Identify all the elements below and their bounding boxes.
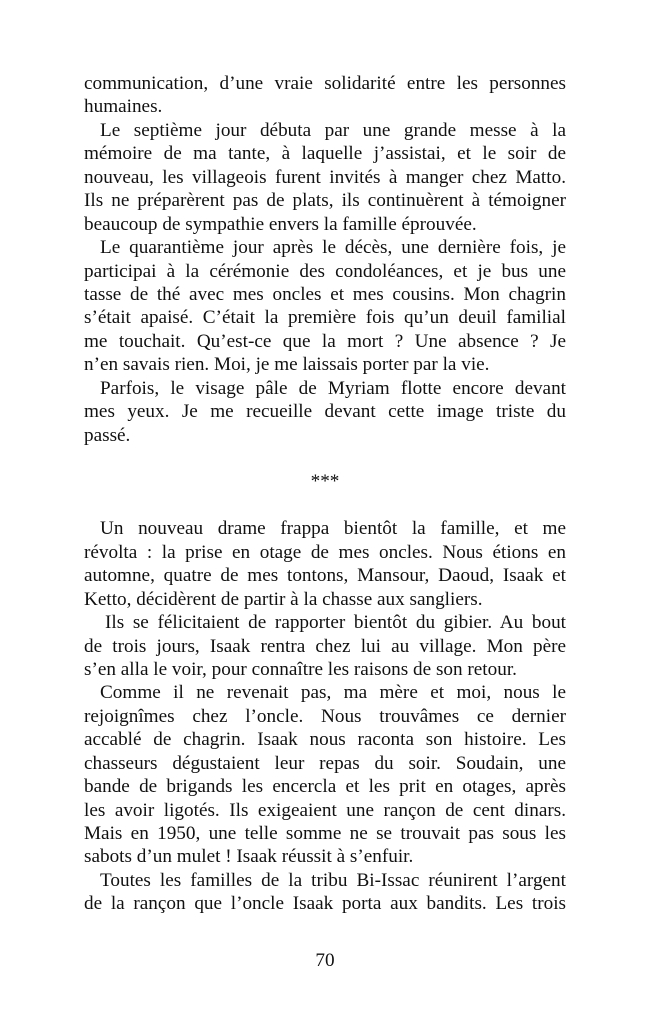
paragraph bbox=[84, 377, 566, 447]
text-line: Le quarantième jour après le décès, une dernière fois, je bbox=[100, 237, 566, 259]
text-line: mémoire de ma tante, à laquelle j’assistai, et le soir de bbox=[84, 143, 566, 165]
text-line: les avoir ligotés. Ils exigeaient une rançon de cent dinars. bbox=[84, 799, 566, 821]
text-line: Ketto, décidèrent de partir à la chasse aux sangliers. bbox=[84, 588, 483, 610]
text-line: de la rançon que l’oncle Isaak porta aux bandits. Les trois bbox=[84, 893, 566, 915]
text-line: communication, d’une vraie solidarité entre les personnes bbox=[84, 73, 566, 94]
text-line: Le septième jour débuta par une grande messe à la bbox=[100, 119, 566, 141]
section-separator: *** bbox=[310, 471, 340, 493]
text-line: beaucoup de sympathie envers la famille éprouvée. bbox=[84, 213, 477, 235]
text-line: n’en savais rien. Moi, je me laissais porter par la vie. bbox=[84, 354, 490, 376]
text-line: automne, quatre de mes tontons, Mansour, Daoud, Isaak et bbox=[84, 565, 566, 587]
text-line: s’était apaisé. C’était la première fois qu’un deuil familial bbox=[84, 307, 566, 329]
paragraph bbox=[84, 236, 566, 377]
text-line: Comme il ne revenait pas, ma mère et moi, nous le bbox=[100, 682, 566, 704]
text-line: Un nouveau drame frappa bientôt la famille, et me bbox=[100, 518, 566, 540]
text-line: de trois jours, Isaak rentra chez lui au village. Mon père bbox=[84, 635, 566, 657]
text-line: rejoignîmes chez l’oncle. Nous trouvâmes ce dernier bbox=[84, 705, 566, 727]
paragraph bbox=[84, 517, 566, 611]
text-line: me touchait. Qu’est-ce que la mort ? Une absence ? Je bbox=[84, 330, 566, 352]
text-line: Ils se félicitaient de rapporter bientôt du gibier. Au bout bbox=[105, 612, 566, 634]
paragraph bbox=[84, 72, 566, 119]
text-line: Parfois, le visage pâle de Myriam flotte encore devant bbox=[100, 377, 566, 399]
paragraph bbox=[84, 681, 566, 869]
text-line: Mais en 1950, une telle somme ne se trouvait pas sous les bbox=[84, 823, 566, 844]
text-line: bande de brigands les encercla et les prit en otages, après bbox=[84, 776, 566, 798]
text-line: tasse de thé avec mes oncles et mes cousins. Mon chagrin bbox=[84, 283, 566, 305]
text-line: Toutes les familles de la tribu Bi-Issac réunirent l’argent bbox=[100, 869, 566, 891]
text-line: participai à la cérémonie des condoléances, et je bus une bbox=[84, 260, 566, 282]
page-body bbox=[84, 72, 566, 916]
text-line: révolta : la prise en otage de mes oncles. Nous étions en bbox=[84, 541, 566, 563]
text-line: accablé de chagrin. Isaak nous raconta son histoire. Les bbox=[84, 729, 566, 751]
text-line: mes yeux. Je me recueille devant cette image triste du bbox=[84, 401, 566, 423]
text-line: nouveau, les villageois furent invités à manger chez Matto. bbox=[84, 166, 566, 188]
paragraph bbox=[84, 611, 566, 681]
text-line: Ils ne préparèrent pas de plats, ils continuèrent à témoigner bbox=[84, 190, 566, 212]
text-line: s’en alla le voir, pour connaître les raisons de son retour. bbox=[84, 658, 517, 680]
paragraph bbox=[84, 869, 566, 916]
text-line: humaines. bbox=[84, 96, 163, 118]
text-line: chasseurs dégustaient leur repas du soir. Soudain, une bbox=[84, 752, 566, 774]
text-line: passé. bbox=[84, 424, 131, 446]
paragraph bbox=[84, 119, 566, 236]
page-number: 70 bbox=[315, 950, 335, 971]
text-line: sabots d’un mulet ! Isaak réussit à s’enfuir. bbox=[84, 846, 414, 868]
